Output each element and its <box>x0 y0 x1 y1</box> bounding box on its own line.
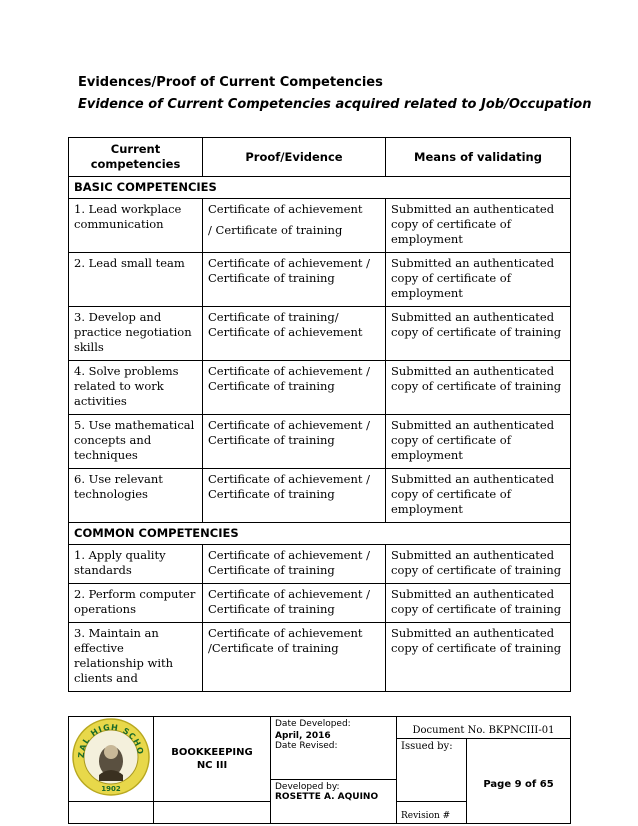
competency-cell: 3. Maintain an effective relationship with clients and <box>69 623 203 692</box>
proof-text: Certificate of achievement /Certificate of training <box>208 626 363 655</box>
school-seal-logo <box>71 717 151 797</box>
header-current-competencies: Current competencies <box>69 138 203 177</box>
developer-cell <box>271 779 397 824</box>
page-subheading: Evidence of Current Competencies acquired related to Job/Occupation <box>78 97 592 112</box>
table-row <box>69 469 571 523</box>
course-cell-bottom <box>154 802 271 824</box>
proof-text: Certificate of achievement / Certificate of training <box>208 364 371 393</box>
competency-cell: 1. Apply quality standards <box>69 545 203 584</box>
means-cell: Submitted an authenticated copy of certificate of training <box>386 307 571 361</box>
proof-text: Certificate of training/ Certificate of achievement <box>208 310 363 339</box>
proof-text: / Certificate of training <box>208 223 343 237</box>
page-number-cell <box>467 739 571 824</box>
issued-by-label: Issued by: <box>401 741 453 752</box>
competency-cell: 1. Lead workplace communication <box>69 199 203 253</box>
competency-cell: 4. Solve problems related to work activities <box>69 361 203 415</box>
means-cell: Submitted an authenticated copy of certificate of employment <box>386 199 571 253</box>
proof-cell <box>203 415 386 469</box>
proof-cell <box>203 253 386 307</box>
table-row <box>69 415 571 469</box>
date-developed-label: Date Developed: <box>275 719 351 729</box>
competency-cell: 3. Develop and practice negotiation skills <box>69 307 203 361</box>
date-developed-value: April, 2016 <box>275 731 331 741</box>
course-name: BOOKKEEPING <box>171 747 253 758</box>
proof-cell <box>203 545 386 584</box>
proof-cell <box>203 361 386 415</box>
section-row <box>69 523 571 545</box>
proof-cell <box>203 623 386 692</box>
document-footer <box>68 716 571 824</box>
proof-cell <box>203 307 386 361</box>
section-title: BASIC COMPETENCIES <box>69 177 571 199</box>
table-row <box>69 253 571 307</box>
svg-text:1902: 1902 <box>101 785 121 793</box>
table-row <box>69 623 571 692</box>
means-cell: Submitted an authenticated copy of certificate of training <box>386 584 571 623</box>
proof-cell <box>203 469 386 523</box>
competency-cell: 2. Lead small team <box>69 253 203 307</box>
svg-text:RIZAL HIGH SCHOOL: ZAL HIGH SCHO <box>76 722 146 759</box>
means-cell: Submitted an authenticated copy of certificate of employment <box>386 415 571 469</box>
table-row <box>69 307 571 361</box>
proof-cell <box>203 199 386 253</box>
table-header-row <box>69 138 571 177</box>
issued-by-cell <box>397 739 467 802</box>
header-proof-evidence: Proof/Evidence <box>203 138 386 177</box>
developed-by-label: Developed by: <box>275 781 340 792</box>
proof-text: Certificate of achievement / Certificate of training <box>208 587 371 616</box>
document-number-cell <box>397 717 571 739</box>
means-cell: Submitted an authenticated copy of certificate of training <box>386 545 571 584</box>
table-row <box>69 361 571 415</box>
course-level: NC III <box>196 760 228 771</box>
proof-text: Certificate of achievement / Certificate of training <box>208 548 371 577</box>
logo-cell-bottom <box>69 802 154 824</box>
means-cell: Submitted an authenticated copy of certificate of employment <box>386 253 571 307</box>
proof-text: Certificate of achievement / Certificate of training <box>208 472 371 501</box>
header-means-of-validating: Means of validating <box>386 138 571 177</box>
competencies-table <box>68 137 571 692</box>
section-title: COMMON COMPETENCIES <box>69 523 571 545</box>
proof-cell <box>203 584 386 623</box>
competency-cell: 6. Use relevant technologies <box>69 469 203 523</box>
date-revised-label: Date Revised: <box>275 741 338 751</box>
developer-name: ROSETTE A. AQUINO <box>275 791 379 802</box>
page-heading: Evidences/Proof of Current Competencies <box>78 75 383 90</box>
table-row <box>69 545 571 584</box>
table-row <box>69 199 571 253</box>
competency-cell: 5. Use mathematical concepts and techniques <box>69 415 203 469</box>
revision-cell <box>397 802 467 824</box>
page-number: Page 9 of 65 <box>483 778 554 790</box>
proof-text: Certificate of achievement / Certificate of training <box>208 418 371 447</box>
school-logo-cell <box>69 717 154 802</box>
revision-label: Revision # <box>401 811 451 821</box>
table-row <box>69 584 571 623</box>
proof-text: Certificate of achievement / Certificate of training <box>208 256 371 285</box>
date-cell <box>271 717 397 780</box>
means-cell: Submitted an authenticated copy of certificate of training <box>386 623 571 692</box>
document-number: Document No. BKPNCIII-01 <box>412 725 555 736</box>
section-row <box>69 177 571 199</box>
competency-cell: 2. Perform computer operations <box>69 584 203 623</box>
course-cell <box>154 717 271 802</box>
proof-text: Certificate of achievement <box>208 202 363 216</box>
means-cell: Submitted an authenticated copy of certificate of employment <box>386 469 571 523</box>
means-cell: Submitted an authenticated copy of certificate of training <box>386 361 571 415</box>
